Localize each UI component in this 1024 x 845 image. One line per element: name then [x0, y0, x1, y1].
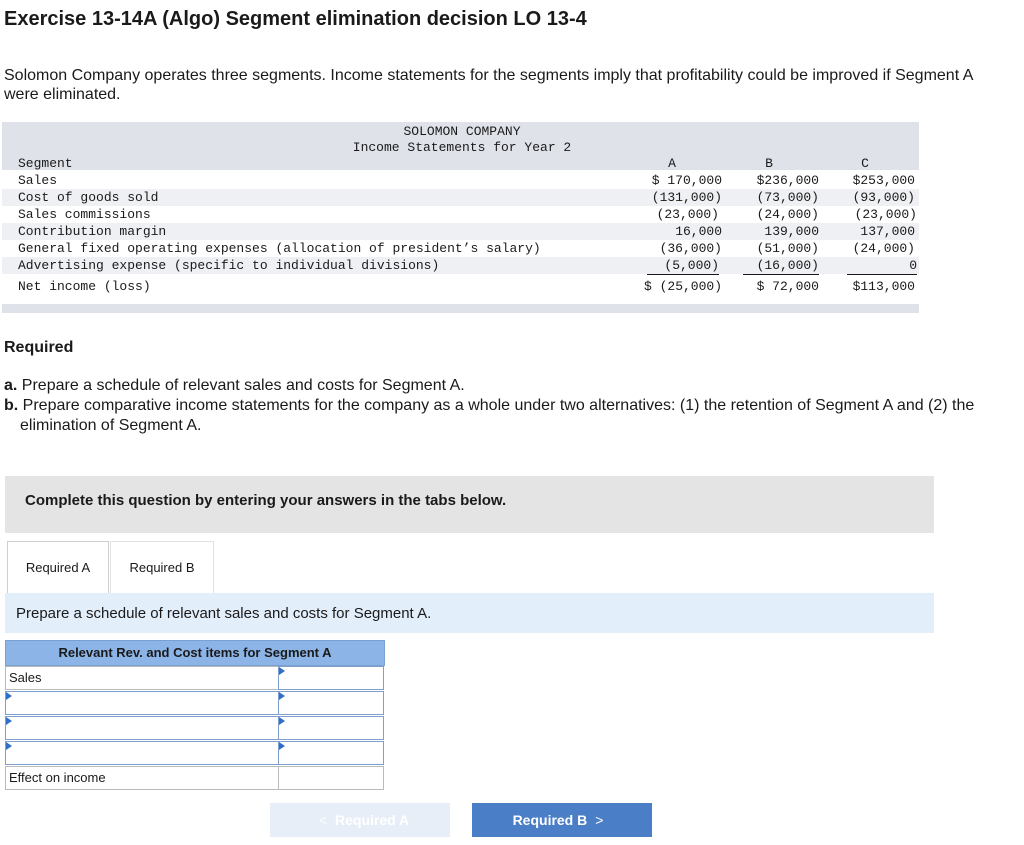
- required-item-b: [4, 396, 1019, 436]
- cell-a: (23,000): [647, 206, 719, 224]
- prev-button-label: Required A: [335, 812, 410, 828]
- required-item-a: [4, 376, 1019, 396]
- company-name: SOLOMON COMPANY: [403, 124, 521, 139]
- sales-label: Sales: [5, 666, 281, 690]
- item-key: a.: [4, 377, 18, 394]
- sales-amount-field[interactable]: [279, 667, 383, 689]
- effect-amount-input[interactable]: [278, 766, 384, 790]
- tab-required-a[interactable]: Required A: [7, 541, 109, 594]
- page-title: Exercise 13-14A (Algo) Segment elimination decision LO 13-4: [4, 8, 587, 30]
- item-key: b.: [4, 397, 19, 414]
- dropdown-flag-icon: [279, 717, 285, 725]
- tab-prompt-text: Prepare a schedule of relevant sales and costs for Segment A.: [16, 605, 432, 622]
- cell-c: 137,000: [860, 224, 915, 239]
- column-header-row: [2, 155, 919, 172]
- tab-prompt-bar: [5, 593, 934, 633]
- row2-amount-input[interactable]: [278, 716, 384, 740]
- dropdown-flag-icon: [6, 717, 12, 725]
- cell-c: (24,000): [852, 241, 915, 256]
- row1-item-field[interactable]: [9, 692, 280, 714]
- cell-c: 0: [847, 257, 917, 275]
- prev-button[interactable]: [270, 803, 450, 837]
- row3-amount-field[interactable]: [279, 742, 383, 764]
- row1-amount-input[interactable]: [278, 691, 384, 715]
- row-label: Contribution margin: [18, 224, 167, 239]
- col-c-header: C: [861, 156, 869, 171]
- statement-heading: [342, 124, 582, 156]
- dropdown-flag-icon: [6, 742, 12, 750]
- chevron-right-icon: >: [595, 812, 604, 828]
- cell-b: $ 72,000: [756, 279, 819, 294]
- effect-label: Effect on income: [5, 766, 281, 790]
- dropdown-flag-icon: [279, 667, 285, 675]
- row-advertising: [2, 257, 919, 274]
- segment-label: Segment: [18, 156, 73, 171]
- row2-item-field[interactable]: [9, 717, 280, 739]
- cell-b: (24,000): [743, 206, 819, 224]
- answer-table-header: Relevant Rev. and Cost items for Segment A: [5, 640, 385, 666]
- answer-row-2: [5, 716, 384, 740]
- cell-b: 139,000: [764, 224, 819, 239]
- cell-c: $113,000: [852, 279, 915, 294]
- row-label: General fixed operating expenses (allocation of president’s salary): [18, 241, 541, 256]
- instructions-text: Complete this question by entering your answers in the tabs below.: [25, 492, 507, 509]
- cell-c: (23,000): [847, 206, 917, 224]
- answer-row-1: [5, 691, 384, 715]
- required-heading: Required: [4, 339, 74, 356]
- row-label: Advertising expense (specific to individual divisions): [18, 258, 440, 273]
- answer-row-3: [5, 741, 384, 765]
- row-label: Net income (loss): [18, 279, 151, 294]
- cell-a: $ (25,000): [643, 279, 722, 294]
- row3-amount-input[interactable]: [278, 741, 384, 765]
- row1-item-select[interactable]: [5, 691, 281, 715]
- row1-amount-field[interactable]: [279, 692, 383, 714]
- required-list: [4, 376, 1019, 436]
- cell-c: (93,000): [852, 190, 915, 205]
- row3-item-select[interactable]: [5, 741, 281, 765]
- answer-row-sales: [5, 666, 384, 690]
- tab-required-b[interactable]: Required B: [110, 541, 214, 594]
- dropdown-flag-icon: [279, 692, 285, 700]
- col-b-header: B: [765, 156, 773, 171]
- sales-amount-input[interactable]: [278, 666, 384, 690]
- row-cogs: [2, 189, 919, 206]
- cell-b: $236,000: [756, 173, 819, 188]
- next-button-label: Required B: [512, 812, 588, 828]
- dropdown-flag-icon: [279, 742, 285, 750]
- col-a-header: A: [668, 156, 676, 171]
- effect-amount-field[interactable]: [279, 767, 383, 789]
- row-contribution-margin: [2, 223, 919, 240]
- cell-c: $253,000: [852, 173, 915, 188]
- statement-footer-band: [2, 304, 919, 313]
- cell-a: (36,000): [659, 241, 722, 256]
- item-text: Prepare comparative income statements for the company as a whole under two alternatives: (1) the retention of Segment A and (2) the elimination of Segment A.: [20, 397, 975, 434]
- item-text: Prepare a schedule of relevant sales and costs for Segment A.: [21, 377, 465, 394]
- next-button[interactable]: [472, 803, 652, 837]
- cell-b: (73,000): [756, 190, 819, 205]
- row-commissions: [2, 206, 919, 223]
- income-statement: [2, 122, 919, 313]
- dropdown-flag-icon: [6, 692, 12, 700]
- row-label: Sales commissions: [18, 207, 151, 222]
- cell-a: 16,000: [675, 224, 722, 239]
- cell-a: $ 170,000: [651, 173, 722, 188]
- cell-b: (51,000): [756, 241, 819, 256]
- cell-b: (16,000): [743, 257, 819, 275]
- cell-a: (131,000): [651, 190, 722, 205]
- answer-row-effect: [5, 766, 384, 790]
- row2-amount-field[interactable]: [279, 717, 383, 739]
- row-general-fixed: [2, 240, 919, 257]
- row-sales: [2, 172, 919, 189]
- row-label: Cost of goods sold: [18, 190, 159, 205]
- statement-subtitle: Income Statements for Year 2: [352, 140, 572, 155]
- problem-intro: Solomon Company operates three segments. Income statements for the segments imply that profitability could be improved if Segment A were eliminated.: [4, 67, 973, 103]
- chevron-left-icon: <: [318, 812, 328, 828]
- instructions-box: [5, 476, 934, 533]
- row3-item-field[interactable]: [9, 742, 280, 764]
- row2-item-select[interactable]: [5, 716, 281, 740]
- row-label: Sales: [18, 173, 58, 188]
- cell-a: (5,000): [647, 257, 719, 275]
- row-net-income: [2, 278, 919, 295]
